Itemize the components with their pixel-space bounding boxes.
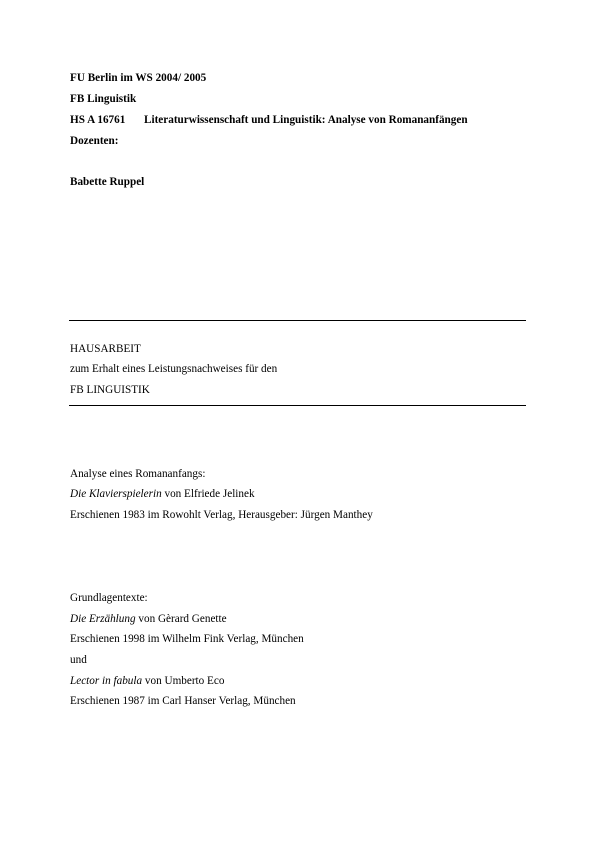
department-line: FB Linguistik — [70, 93, 137, 105]
basics-text2 — [70, 674, 224, 688]
basics-text1-publication: Erschienen 1998 im Wilhelm Fink Verlag, München — [70, 633, 304, 645]
course-title: Literaturwissenschaft und Linguistik: Analyse von Romananfängen — [144, 114, 468, 126]
university-line: FU Berlin im WS 2004/ 2005 — [70, 72, 207, 84]
analysis-work-author: von Elfriede Jelinek — [161, 488, 255, 500]
basics-text2-publication: Erschienen 1987 im Carl Hanser Verlag, München — [70, 695, 296, 707]
analysis-heading: Analyse eines Romananfangs: — [70, 468, 206, 480]
title-line-1: HAUSARBEIT — [70, 343, 141, 355]
bottom-rule — [69, 405, 526, 406]
analysis-work-title: Die Klavierspielerin — [70, 488, 162, 500]
course-line — [70, 113, 468, 127]
basics-text1-title: Die Erzählung — [70, 613, 136, 625]
title-line-3: FB LINGUISTIK — [70, 384, 150, 396]
top-rule — [69, 320, 526, 321]
lecturers-label: Dozenten: — [70, 135, 119, 147]
basics-text2-title: Lector in fabula — [70, 675, 143, 687]
analysis-work — [70, 487, 255, 501]
basics-conjunction: und — [70, 654, 87, 666]
basics-text1-author: von Gèrard Genette — [135, 613, 227, 625]
basics-text2-author: von Umberto Eco — [142, 675, 225, 687]
analysis-publication: Erschienen 1983 im Rowohlt Verlag, Herausgeber: Jürgen Manthey — [70, 509, 373, 521]
course-number: HS A 16761 — [70, 114, 126, 126]
basics-heading: Grundlagentexte: — [70, 592, 148, 604]
title-line-2: zum Erhalt eines Leistungsnachweises für den — [70, 363, 278, 375]
basics-text1 — [70, 612, 227, 626]
author-name: Babette Ruppel — [70, 176, 145, 188]
